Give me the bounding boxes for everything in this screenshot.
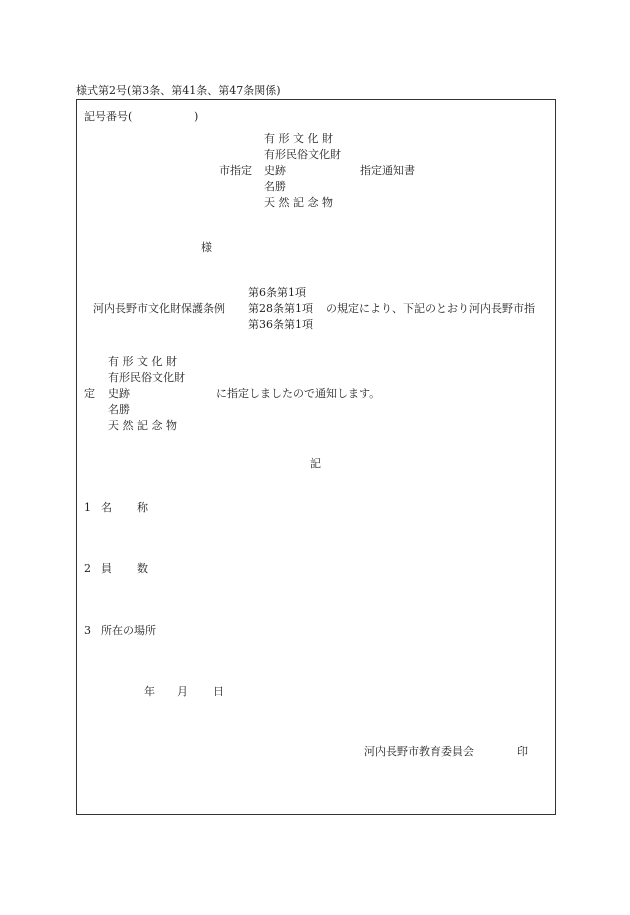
designation-category-folk: 有形民俗文化財 (108, 371, 185, 384)
date-year: 年 (144, 685, 155, 698)
date-month: 月 (177, 685, 188, 698)
title-category-folk: 有形民俗文化財 (264, 148, 341, 161)
ordinance-article-36: 第36条第1項 (248, 318, 313, 331)
seal-mark: 印 (517, 745, 528, 758)
issuer-name: 河内長野市教育委員会 (364, 745, 474, 758)
record-number-close-paren: ) (194, 110, 199, 123)
designation-category-historic-site: 史跡 (108, 387, 130, 400)
designation-lead: 定 (84, 387, 95, 400)
title-category-tangible: 有 形 文 化 財 (264, 132, 333, 145)
designation-category-stack (108, 354, 204, 434)
date-day: 日 (213, 685, 224, 698)
designation-category-tangible: 有 形 文 化 財 (108, 355, 177, 368)
item-label-location: 所在の場所 (101, 624, 156, 637)
item-number: 1 (84, 501, 91, 514)
ordinance-article-6: 第6条第1項 (248, 286, 306, 299)
addressee-honorific: 様 (201, 241, 212, 254)
item-number: 3 (84, 624, 91, 637)
ordinance-name: 河内長野市文化財保護条例 (93, 302, 225, 315)
record-number-label: 記号番号( (84, 110, 133, 123)
title-prefix: 市指定 (219, 164, 252, 177)
title-category-scenic: 名勝 (264, 180, 286, 193)
title-category-stack (264, 131, 346, 211)
item-label-count: 員数 (101, 562, 173, 575)
ordinance-article-stack (248, 285, 313, 333)
ki-heading: 記 (310, 457, 321, 470)
item-number: 2 (84, 562, 91, 575)
designation-ending: に指定しましたので通知します。 (216, 387, 381, 400)
title-category-historic-site: 史跡 (264, 164, 286, 177)
designation-category-natural: 天 然 記 念 物 (108, 419, 177, 432)
ordinance-continuation: の規定により、下記のとおり河内長野市指 (326, 302, 535, 315)
form-number-label: 様式第2号(第3条、第41条、第47条関係) (76, 84, 281, 97)
ordinance-article-28: 第28条第1項 (248, 302, 313, 315)
title-suffix: 指定通知書 (360, 164, 415, 177)
title-category-natural: 天 然 記 念 物 (264, 196, 333, 209)
designation-category-scenic: 名勝 (108, 403, 130, 416)
item-label-name: 名称 (101, 501, 173, 514)
